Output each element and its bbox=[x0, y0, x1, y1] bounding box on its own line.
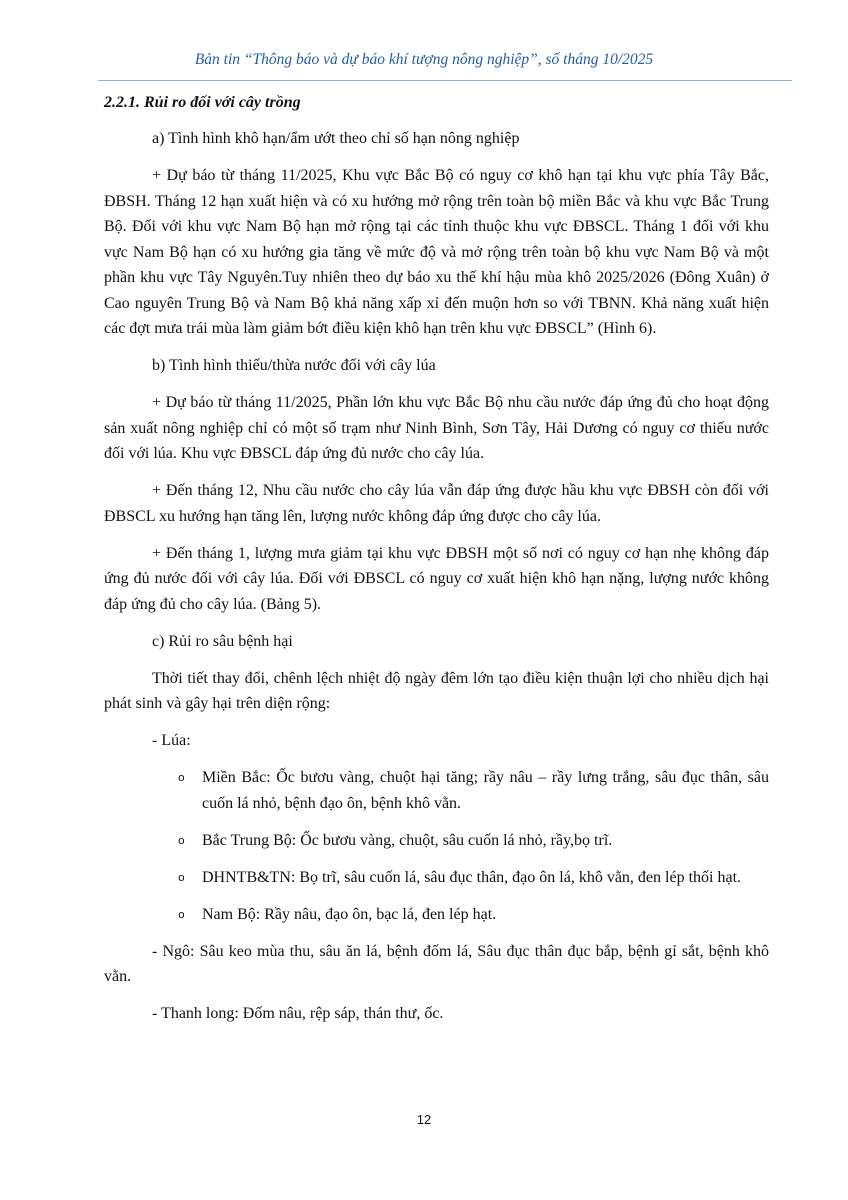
subheading-drought: a) Tình hình khô hạn/ẩm ướt theo chỉ số hạn nông nghiệp bbox=[152, 130, 520, 147]
circle-bullet-icon: o bbox=[178, 870, 185, 884]
list-item bbox=[104, 902, 769, 928]
circle-bullet-icon: o bbox=[178, 771, 185, 784]
subheading-water: b) Tình hình thiếu/thừa nước đối với cây lúa bbox=[152, 357, 436, 374]
subheading-pests: c) Rủi ro sâu bệnh hại bbox=[152, 632, 293, 650]
bulletin-header: Bản tin “Thông báo và dự báo khí tượng nông nghiệp”, số tháng 10/2025 bbox=[194, 51, 654, 68]
paragraph-water-dec: + Đến tháng 12, Nhu cầu nước cho cây lúa vẫn đáp ứng được hầu khu vực ĐBSH còn đối với ĐBSCL xu hướng hạn tăng lên, lượng nước không đáp ứng được cho cây lúa. bbox=[104, 482, 769, 525]
list-item bbox=[104, 828, 769, 854]
rice-label: - Lúa: bbox=[152, 732, 191, 749]
page-body bbox=[104, 90, 769, 1038]
circle-bullet-icon: o bbox=[178, 833, 185, 847]
list-item bbox=[104, 865, 769, 891]
paragraph-water-jan: + Đến tháng 1, lượng mưa giảm tại khu vực ĐBSH một số nơi có nguy cơ hạn nhẹ không đáp ứng đủ nước đối với cây lúa. Đối với ĐBSCL có nguy cơ xuất hiện khô hạn nặng, lượng nước không đáp ứng đủ cho cây lúa. (Bảng 5). bbox=[104, 544, 769, 613]
rice-item-text: Bắc Trung Bộ: Ốc bươu vàng, chuột, sâu cuốn lá nhỏ, rầy,bọ trĩ. bbox=[202, 831, 613, 849]
rice-pest-list bbox=[104, 765, 769, 927]
paragraph-pests-intro: Thời tiết thay đổi, chênh lệch nhiệt độ ngày đêm lớn tạo điều kiện thuận lợi cho nhiều dịch hại phát sinh và gây hại trên diện rộng: bbox=[104, 669, 769, 712]
circle-bullet-icon: o bbox=[178, 907, 185, 921]
dragonfruit-pests: - Thanh long: Đốm nâu, rệp sáp, thán thư, ốc. bbox=[152, 1005, 444, 1022]
list-item bbox=[104, 765, 769, 816]
corn-pests: - Ngô: Sâu keo mùa thu, sâu ăn lá, bệnh đốm lá, Sâu đục thân đục bắp, bệnh gỉ sắt, bệnh khô vằn. bbox=[104, 942, 769, 985]
page-number: 12 bbox=[416, 1112, 432, 1127]
header-divider bbox=[98, 80, 792, 81]
paragraph-water-nov: + Dự báo từ tháng 11/2025, Phần lớn khu vực Bắc Bộ nhu cầu nước đáp ứng đủ cho hoạt động sản xuất nông nghiệp chỉ có một số trạm như Ninh Bình, Sơn Tây, Hải Dương có nguy cơ thiếu nước đối với lúa. Khu vực ĐBSCL đáp ứng đủ nước cho cây lúa. bbox=[104, 394, 769, 462]
rice-item-text: Miền Bắc: Ốc bươu vàng, chuột hại tăng; rầy nâu – rầy lưng trắng, sâu đục thân, sâu cuốn lá nhỏ, bệnh đạo ôn, bệnh khô vằn. bbox=[202, 769, 769, 812]
paragraph-drought-forecast: + Dự báo từ tháng 11/2025, Khu vực Bắc Bộ có nguy cơ khô hạn tại khu vực phía Tây Bắc, ĐBSH. Tháng 12 hạn xuất hiện và có xu hướng mở rộng trên toàn bộ miền Bắc và khu vực Bắc Trung Bộ. Đối với khu vực Nam Bộ hạn mở rộng tại các tỉnh thuộc khu vực ĐBSCL. Tháng 1 đối với khu vực Nam Bộ hạn có xu hướng gia tăng về mức độ và mở rộng trên toàn bộ khu vực Nam Bộ và một phần khu vực Tây Nguyên.Tuy nhiên theo dự báo xu thế khí hậu mùa khô 2025/2026 (Đông Xuân) ở Cao nguyên Trung Bộ và Nam Bộ khả năng xấp xỉ đến muộn hơn so với TBNN. Khả năng xuất hiện các đợt mưa trái mùa làm giảm bớt điều kiện khô hạn trên khu vực ĐBSCL” (Hình 6). bbox=[104, 167, 769, 337]
rice-item-text: Nam Bộ: Rầy nâu, đạo ôn, bạc lá, đen lép hạt. bbox=[202, 905, 497, 923]
section-heading: 2.2.1. Rủi ro đối với cây trồng bbox=[104, 94, 301, 111]
rice-item-text: DHNTB&TN: Bọ trĩ, sâu cuốn lá, sâu đục thân, đạo ôn lá, khô vằn, đen lép thối hạt. bbox=[202, 868, 742, 886]
